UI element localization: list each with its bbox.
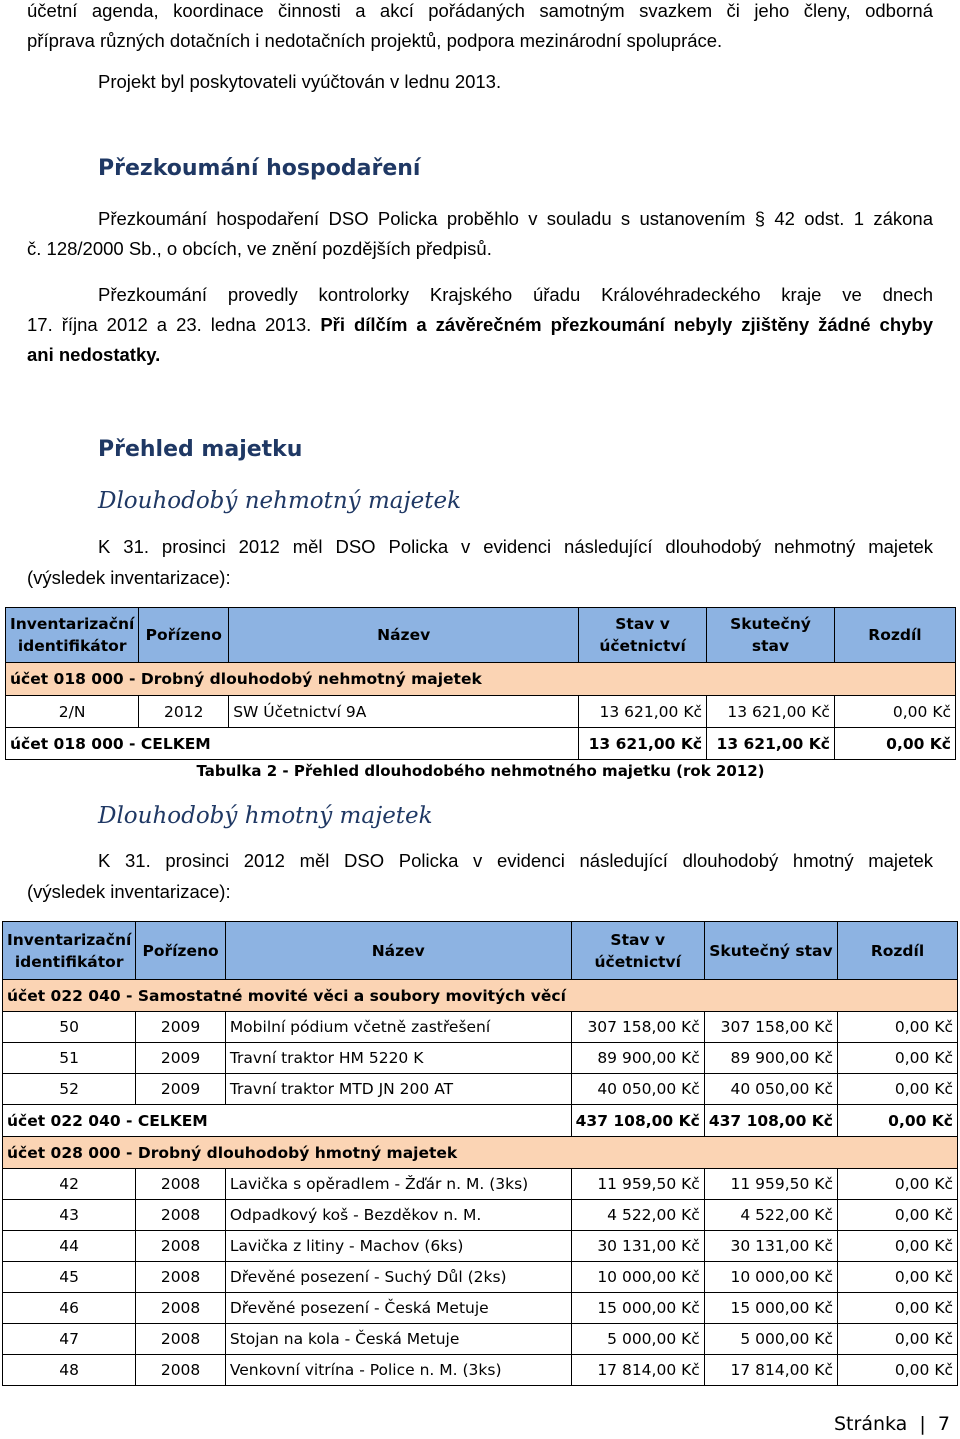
account-group-row — [3, 980, 958, 1012]
cell-difference: 0,00 Kč — [834, 696, 955, 728]
review-p2-line2 — [27, 310, 933, 340]
cell-identifier: 2/N — [6, 696, 139, 728]
review-p2-finding: Při dílčím a závěrečném přezkoumání nebyly zjištěny žádné chyby — [320, 314, 933, 335]
total-difference: 0,00 Kč — [837, 1105, 957, 1137]
table-row — [3, 1355, 958, 1386]
review-p2-line1: Přezkoumání provedly kontrolorky Krajského úřadu Královéhradeckého kraje ve dnech — [98, 284, 933, 305]
cell-identifier: 47 — [3, 1324, 136, 1355]
tangible-heading: Dlouhodobý hmotný majetek — [98, 803, 433, 829]
tangible-table-header — [3, 922, 958, 980]
cell-acquired: 2012 — [139, 696, 229, 728]
table-row — [3, 1043, 958, 1074]
cell-actual-value: 30 131,00 Kč — [704, 1231, 837, 1262]
cell-book-value: 15 000,00 Kč — [571, 1293, 704, 1324]
total-actual-value: 13 621,00 Kč — [707, 728, 835, 760]
cell-book-value: 11 959,50 Kč — [571, 1169, 704, 1200]
col-header-actual-value: Skutečný stav — [704, 922, 837, 980]
cell-difference: 0,00 Kč — [837, 1355, 957, 1386]
total-row — [3, 1105, 958, 1137]
total-label: účet 022 040 - CELKEM — [3, 1105, 572, 1137]
cell-identifier: 52 — [3, 1074, 136, 1105]
cell-difference: 0,00 Kč — [837, 1324, 957, 1355]
cell-difference: 0,00 Kč — [837, 1074, 957, 1105]
intangible-table-caption: Tabulka 2 - Přehled dlouhodobého nehmotného majetku (rok 2012) — [196, 762, 765, 780]
review-heading: Přezkoumání hospodaření — [98, 156, 421, 181]
table-row — [6, 696, 956, 728]
intangible-table-header — [6, 608, 956, 663]
col-header-difference: Rozdíl — [837, 922, 957, 980]
cell-identifier: 44 — [3, 1231, 136, 1262]
review-p1-line2: č. 128/2000 Sb., o obcích, ve znění pozdějších předpisů. — [27, 238, 492, 259]
account-group-row — [3, 1137, 958, 1169]
table-row — [3, 1262, 958, 1293]
cell-actual-value: 13 621,00 Kč — [707, 696, 835, 728]
cell-difference: 0,00 Kč — [837, 1169, 957, 1200]
table-row — [3, 1200, 958, 1231]
cell-acquired: 2008 — [136, 1231, 226, 1262]
cell-identifier: 51 — [3, 1043, 136, 1074]
cell-actual-value: 11 959,50 Kč — [704, 1169, 837, 1200]
cell-acquired: 2008 — [136, 1169, 226, 1200]
cell-acquired: 2008 — [136, 1324, 226, 1355]
cell-book-value: 89 900,00 Kč — [571, 1043, 704, 1074]
cell-actual-value: 40 050,00 Kč — [704, 1074, 837, 1105]
total-label: účet 018 000 - CELKEM — [6, 728, 579, 760]
cell-book-value: 5 000,00 Kč — [571, 1324, 704, 1355]
cell-name: Dřevěné posezení - Česká Metuje — [225, 1293, 571, 1324]
cell-book-value: 30 131,00 Kč — [571, 1231, 704, 1262]
table-row — [3, 1324, 958, 1355]
cell-identifier: 46 — [3, 1293, 136, 1324]
cell-acquired: 2009 — [136, 1012, 226, 1043]
col-header-name: Název — [229, 608, 579, 663]
page-number: 7 — [937, 1413, 950, 1435]
cell-difference: 0,00 Kč — [837, 1012, 957, 1043]
cell-name: Stojan na kola - Česká Metuje — [225, 1324, 571, 1355]
page-label: Stránka — [834, 1413, 908, 1435]
cell-name: Venkovní vitrína - Police n. M. (3ks) — [225, 1355, 571, 1386]
col-header-actual-value: Skutečný stav — [707, 608, 835, 663]
cell-name: Mobilní pódium včetně zastřešení — [225, 1012, 571, 1043]
cell-identifier: 45 — [3, 1262, 136, 1293]
intro-line-1: účetní agenda, koordinace činnosti a akcí pořádaných samotným svazkem či jeho členy, odborná — [27, 0, 933, 21]
tangible-intro-line1: K 31. prosinci 2012 měl DSO Policka v evidenci následující dlouhodobý hmotný majetek — [98, 850, 933, 871]
cell-name: Travní traktor MTD JN 200 AT — [225, 1074, 571, 1105]
cell-acquired: 2009 — [136, 1074, 226, 1105]
review-p2-line3: ani nedostatky. — [27, 344, 161, 365]
cell-name: Lavička z litiny - Machov (6ks) — [225, 1231, 571, 1262]
table-row — [3, 1012, 958, 1043]
cell-acquired: 2008 — [136, 1200, 226, 1231]
account-group-label: účet 022 040 - Samostatné movité věci a soubory movitých věcí — [3, 980, 958, 1012]
tangible-table — [2, 921, 958, 1386]
cell-name: Dřevěné posezení - Suchý Důl (2ks) — [225, 1262, 571, 1293]
intro-line-3: Projekt byl poskytovateli vyúčtován v lednu 2013. — [98, 71, 502, 92]
total-row — [6, 728, 956, 760]
cell-name: Lavička s opěradlem - Žďár n. M. (3ks) — [225, 1169, 571, 1200]
col-header-book-value: Stav v účetnictví — [571, 922, 704, 980]
intangible-intro-line2: (výsledek inventarizace): — [27, 567, 231, 588]
cell-book-value: 4 522,00 Kč — [571, 1200, 704, 1231]
account-group-row — [6, 663, 956, 696]
review-p2-dates: 17. října 2012 a 23. ledna 2013. — [27, 314, 312, 335]
intro-line-2: příprava různých dotačních i nedotačních projektů, podpora mezinárodní spolupráce. — [27, 30, 723, 51]
cell-difference: 0,00 Kč — [837, 1200, 957, 1231]
page-separator: | — [919, 1413, 926, 1435]
cell-difference: 0,00 Kč — [837, 1293, 957, 1324]
intangible-table — [5, 607, 956, 760]
table-row — [3, 1074, 958, 1105]
intangible-intro-line1: K 31. prosinci 2012 měl DSO Policka v evidenci následující dlouhodobý nehmotný majetek — [98, 536, 933, 557]
col-header-acquired: Pořízeno — [136, 922, 226, 980]
cell-difference: 0,00 Kč — [837, 1231, 957, 1262]
cell-difference: 0,00 Kč — [837, 1043, 957, 1074]
cell-identifier: 43 — [3, 1200, 136, 1231]
assets-heading: Přehled majetku — [98, 437, 303, 462]
cell-acquired: 2008 — [136, 1293, 226, 1324]
table-row — [3, 1293, 958, 1324]
cell-actual-value: 307 158,00 Kč — [704, 1012, 837, 1043]
total-difference: 0,00 Kč — [834, 728, 955, 760]
cell-actual-value: 4 522,00 Kč — [704, 1200, 837, 1231]
cell-name: SW Účetnictví 9A — [229, 696, 579, 728]
table-row — [3, 1231, 958, 1262]
review-p1-line1: Přezkoumání hospodaření DSO Policka proběhlo v souladu s ustanovením § 42 odst. 1 zákona — [98, 208, 933, 229]
intangible-heading: Dlouhodobý nehmotný majetek — [98, 488, 462, 514]
cell-book-value: 13 621,00 Kč — [579, 696, 707, 728]
cell-book-value: 40 050,00 Kč — [571, 1074, 704, 1105]
cell-name: Odpadkový koš - Bezděkov n. M. — [225, 1200, 571, 1231]
tangible-intro-line2: (výsledek inventarizace): — [27, 881, 231, 902]
col-header-name: Název — [225, 922, 571, 980]
cell-book-value: 17 814,00 Kč — [571, 1355, 704, 1386]
cell-book-value: 10 000,00 Kč — [571, 1262, 704, 1293]
page-footer — [834, 1413, 950, 1435]
cell-actual-value: 5 000,00 Kč — [704, 1324, 837, 1355]
account-group-label: účet 028 000 - Drobný dlouhodobý hmotný majetek — [3, 1137, 958, 1169]
cell-actual-value: 10 000,00 Kč — [704, 1262, 837, 1293]
col-header-acquired: Pořízeno — [139, 608, 229, 663]
total-book-value: 13 621,00 Kč — [579, 728, 707, 760]
cell-actual-value: 17 814,00 Kč — [704, 1355, 837, 1386]
cell-acquired: 2008 — [136, 1355, 226, 1386]
col-header-book-value: Stav v účetnictví — [579, 608, 707, 663]
col-header-identifier: Inventarizační identifikátor — [6, 608, 139, 663]
cell-difference: 0,00 Kč — [837, 1262, 957, 1293]
total-actual-value: 437 108,00 Kč — [704, 1105, 837, 1137]
account-group-label: účet 018 000 - Drobný dlouhodobý nehmotný majetek — [6, 663, 956, 696]
cell-actual-value: 89 900,00 Kč — [704, 1043, 837, 1074]
col-header-difference: Rozdíl — [834, 608, 955, 663]
table-row — [3, 1169, 958, 1200]
cell-name: Travní traktor HM 5220 K — [225, 1043, 571, 1074]
cell-acquired: 2009 — [136, 1043, 226, 1074]
cell-identifier: 48 — [3, 1355, 136, 1386]
cell-identifier: 50 — [3, 1012, 136, 1043]
cell-identifier: 42 — [3, 1169, 136, 1200]
cell-book-value: 307 158,00 Kč — [571, 1012, 704, 1043]
cell-acquired: 2008 — [136, 1262, 226, 1293]
col-header-identifier: Inventarizační identifikátor — [3, 922, 136, 980]
cell-actual-value: 15 000,00 Kč — [704, 1293, 837, 1324]
total-book-value: 437 108,00 Kč — [571, 1105, 704, 1137]
